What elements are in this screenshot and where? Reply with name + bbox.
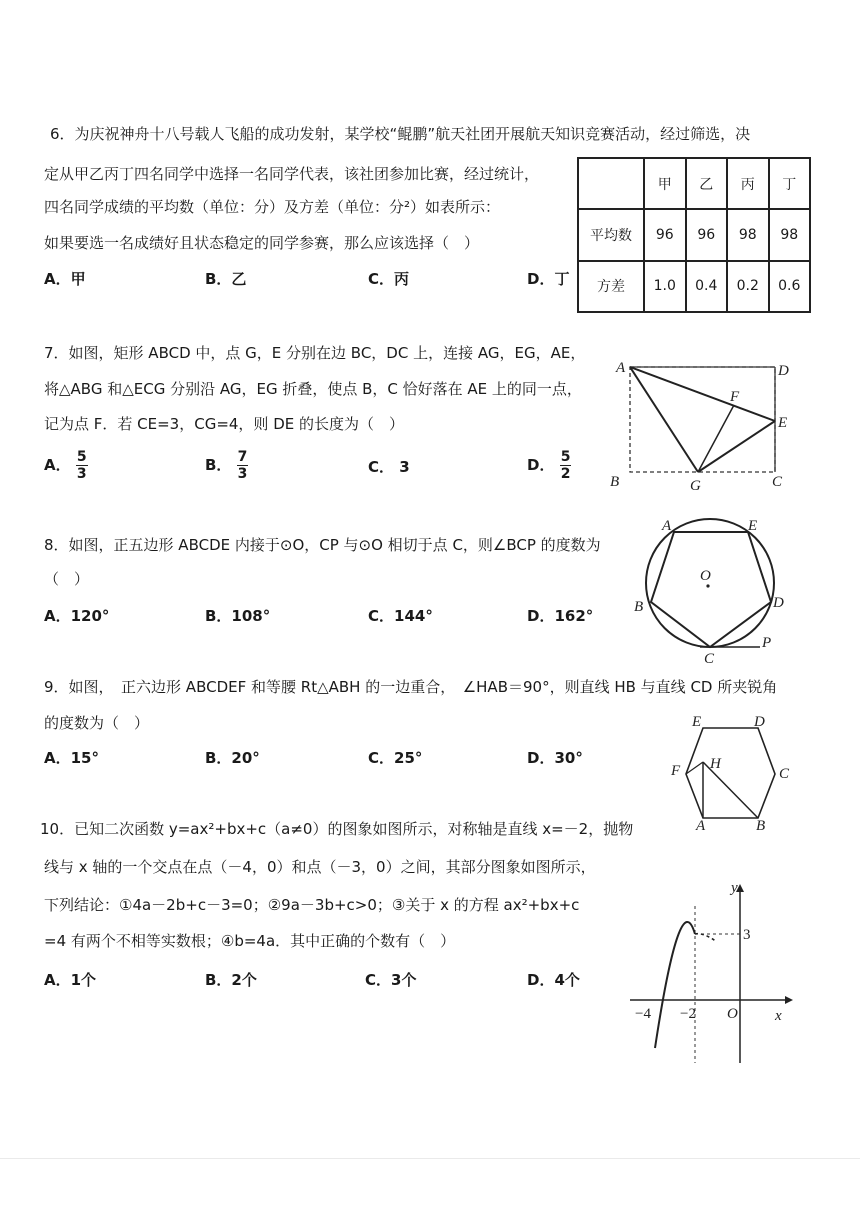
- q8-option-b: B．108°: [205, 607, 271, 625]
- option-letter: B．: [205, 456, 232, 474]
- table-header-cell: 甲: [644, 158, 686, 209]
- q10-option-c: C．3个: [365, 971, 417, 989]
- table-row: [578, 209, 810, 260]
- rectangle-fold-figure: [610, 355, 810, 495]
- q6-line4: 如果要选一名成绩好且状态稳定的同学参赛，那么应该选择（ ）: [44, 234, 480, 252]
- fraction: [237, 449, 249, 482]
- tick-minus4: −4: [635, 1006, 651, 1022]
- point-c-label: C: [772, 474, 783, 490]
- option-value: 3: [399, 458, 410, 476]
- point-h-label: H: [710, 756, 721, 772]
- q8-line1: 8．如图，正五边形 ABCDE 内接于⊙O，CP 与⊙O 相切于点 C，则∠BCP 的度数为: [44, 536, 601, 554]
- point-d-label: D: [773, 595, 784, 611]
- center-o-label: O: [700, 568, 711, 584]
- fraction-numerator: 5: [560, 449, 571, 465]
- q8-option-c: C．144°: [368, 607, 433, 625]
- q8-option-d: D．162°: [527, 607, 594, 625]
- point-b-label: B: [634, 599, 644, 615]
- q9-option-d: D．30°: [527, 749, 583, 767]
- q6-option-d: D．丁: [527, 270, 570, 288]
- fraction-denominator: 3: [237, 466, 248, 482]
- q6-option-c: C．丙: [368, 270, 410, 288]
- tick-minus2: −2: [680, 1006, 696, 1022]
- q8-option-a: A．120°: [44, 607, 110, 625]
- point-p-label: P: [762, 635, 772, 651]
- q7-line2: 将△ABG 和△ECG 分别沿 AG，EG 折叠，使点 B，C 恰好落在 AE 上的同一点，: [44, 380, 582, 398]
- q10-line3: 下列结论：①4a－2b+c－3=0；②9a－3b+c>0；③关于 x 的方程 ax²+bx+c: [44, 896, 580, 914]
- fraction: [560, 449, 572, 482]
- option-letter: C．: [368, 458, 395, 476]
- y-axis-label: y: [731, 880, 738, 896]
- option-letter: A．: [44, 456, 71, 474]
- parabola-graph: [625, 878, 800, 1068]
- point-e-label: E: [748, 518, 758, 534]
- origin-label: O: [727, 1006, 738, 1022]
- q9-line2: 的度数为（ ）: [44, 714, 150, 732]
- table-cell: 98: [727, 209, 769, 260]
- option-letter: D．: [527, 456, 555, 474]
- q9-option-c: C．25°: [368, 749, 423, 767]
- fraction: [76, 449, 88, 482]
- x-axis-label: x: [775, 1008, 782, 1024]
- point-a-label: A: [662, 518, 672, 534]
- q8-line2: （ ）: [44, 570, 90, 588]
- q7-line3: 记为点 F．若 CE=3，CG=4，则 DE 的长度为（ ）: [44, 415, 405, 433]
- q10-line2: 线与 x 轴的一个交点在点（－4，0）和点（－3，0）之间，其部分图象如图所示，: [44, 858, 596, 876]
- table-cell: 98: [769, 209, 811, 260]
- table-row-label: 平均数: [578, 209, 644, 260]
- q10-option-d: D．4个: [527, 971, 580, 989]
- point-e-label: E: [778, 415, 788, 431]
- point-f-label: F: [671, 763, 681, 779]
- q6-line3: 四名同学成绩的平均数（单位：分）及方差（单位：分²）如表所示：: [44, 198, 501, 216]
- point-e-label: E: [692, 714, 702, 730]
- fraction-denominator: 2: [560, 466, 571, 482]
- point-a-label: A: [616, 360, 626, 376]
- table-header-cell: 丙: [727, 158, 769, 209]
- hexagon-triangle-figure: [668, 712, 808, 832]
- q9-option-b: B．20°: [205, 749, 260, 767]
- q9-option-a: A．15°: [44, 749, 99, 767]
- tick-three: 3: [743, 927, 751, 943]
- q7-option-c: [368, 456, 410, 477]
- score-table: [577, 157, 811, 313]
- point-f-label: F: [730, 389, 740, 405]
- table-corner-cell: [578, 158, 644, 209]
- table-header-cell: 丁: [769, 158, 811, 209]
- q7-option-d: [527, 449, 571, 482]
- q10-line1: 10．已知二次函数 y=ax²+bx+c（a≠0）的图象如图所示，对称轴是直线 x=－2，抛物: [40, 820, 634, 838]
- q10-line4: =4 有两个不相等实数根；④b=4a．其中正确的个数有（ ）: [44, 932, 456, 950]
- q9-line1: 9．如图， 正六边形 ABCDEF 和等腰 Rt△ABH 的一边重合， ∠HAB＝90°，则直线 HB 与直线 CD 所夹锐角: [44, 678, 778, 696]
- table-header-row: [578, 158, 810, 209]
- table-header-cell: 乙: [686, 158, 728, 209]
- q6-line2: 定从甲乙丙丁四名同学中选择一名同学代表，该社团参加比赛，经过统计，: [44, 165, 540, 183]
- table-cell: 1.0: [644, 261, 686, 312]
- page-divider: [0, 1158, 860, 1159]
- point-g-label: G: [690, 478, 701, 494]
- q7-option-a: [44, 449, 88, 482]
- table-cell: 0.2: [727, 261, 769, 312]
- table-cell: 0.4: [686, 261, 728, 312]
- point-b-label: B: [610, 474, 620, 490]
- q10-option-a: A．1个: [44, 971, 97, 989]
- q7-line1: 7．如图，矩形 ABCD 中，点 G，E 分别在边 BC，DC 上，连接 AG，EG，AE，: [44, 344, 586, 362]
- fraction-numerator: 7: [237, 449, 248, 465]
- q6-line1: 6．为庆祝神舟十八号载人飞船的成功发射，某学校“鲲鹏”航天社团开展航天知识竞赛活动，经过筛选，决: [50, 125, 751, 143]
- point-a-label: A: [696, 818, 706, 834]
- fraction-denominator: 3: [76, 466, 87, 482]
- q10-option-b: B．2个: [205, 971, 257, 989]
- q6-option-a: A．甲: [44, 270, 86, 288]
- pentagon-circle-figure: [620, 510, 800, 670]
- point-d-label: D: [778, 363, 789, 379]
- point-c-label: C: [704, 651, 715, 667]
- table-cell: 96: [644, 209, 686, 260]
- point-b-label: B: [756, 818, 766, 834]
- table-row-label: 方差: [578, 261, 644, 312]
- table-cell: 96: [686, 209, 728, 260]
- point-c-label: C: [779, 766, 790, 782]
- table-cell: 0.6: [769, 261, 811, 312]
- table-row: [578, 261, 810, 312]
- fraction-numerator: 5: [76, 449, 87, 465]
- q7-option-b: [205, 449, 248, 482]
- q6-option-b: B．乙: [205, 270, 247, 288]
- point-d-label: D: [754, 714, 765, 730]
